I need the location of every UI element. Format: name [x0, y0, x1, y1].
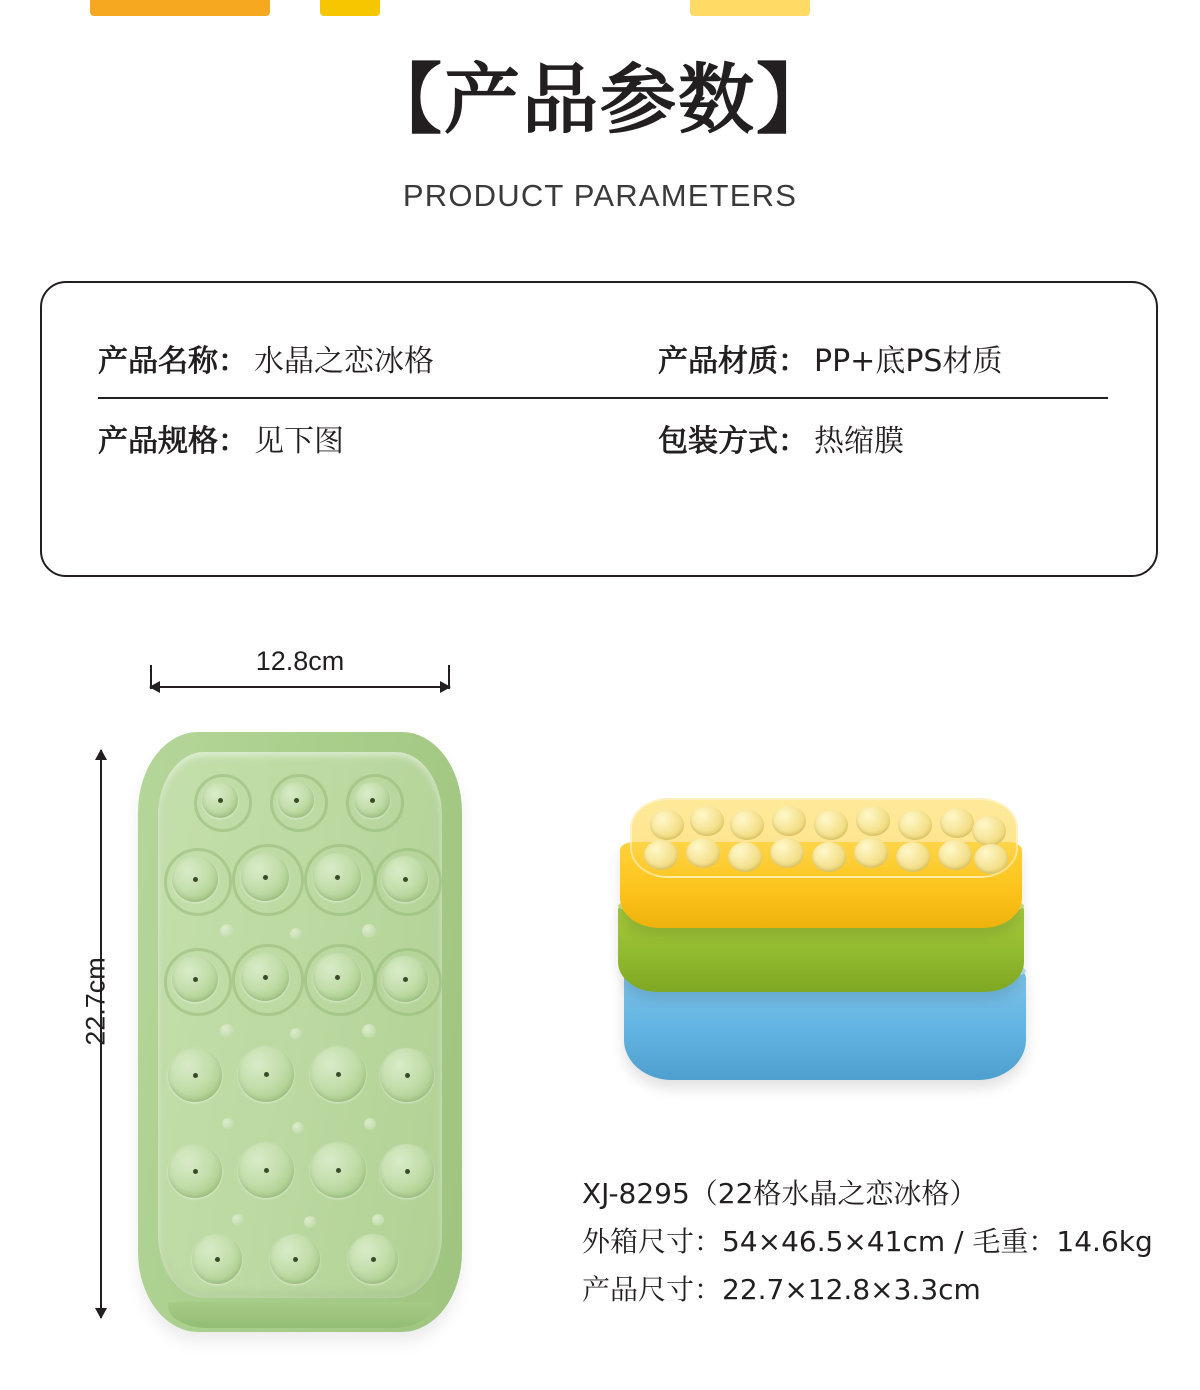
tray-dot: [292, 1122, 304, 1134]
ice-ball: [898, 810, 932, 840]
ice-tray-base-lip: [168, 1302, 432, 1328]
tray-dot: [232, 1214, 244, 1226]
ice-ball: [650, 810, 684, 840]
ice-ball: [814, 810, 848, 840]
parameter-cell-packaging: [658, 416, 1108, 460]
width-tick-left: [150, 665, 152, 689]
tray-cell: [241, 953, 289, 1001]
dimension-diagram: [60, 640, 530, 1340]
parameters-grid: [98, 319, 1108, 477]
ice-ball: [812, 842, 846, 872]
ice-ball: [896, 842, 930, 872]
tray-dot: [220, 924, 234, 938]
product-parameters-panel: [40, 281, 1158, 577]
parameter-label: 包装方式：: [658, 424, 808, 459]
ice-ball: [728, 842, 762, 872]
tray-cell: [172, 856, 218, 902]
height-dimension-label: 22.7cm: [80, 957, 111, 1046]
spec-carton-size: 外箱尺寸：54×46.5×41cm / 毛重：14.6kg: [582, 1225, 1153, 1258]
parameter-value: 热缩膜: [814, 424, 904, 459]
tray-cell: [238, 1142, 294, 1198]
tray-cell: [380, 1048, 434, 1102]
tray-dot: [362, 924, 376, 938]
tray-cell: [270, 1234, 320, 1284]
tray-dot: [304, 1216, 316, 1228]
tray-cell: [380, 1144, 434, 1198]
tray-dot: [290, 1028, 302, 1040]
tray-dot: [364, 1118, 376, 1130]
tray-cell: [382, 956, 428, 1002]
ice-ball: [856, 806, 890, 836]
ice-ball: [974, 844, 1008, 874]
deco-bar-orange: [90, 0, 270, 16]
tray-dot: [362, 1024, 376, 1038]
ice-ball: [772, 806, 806, 836]
ice-ball: [690, 806, 724, 836]
ice-ball: [686, 838, 720, 868]
top-decoration: [0, 0, 1200, 16]
ice-ball: [730, 810, 764, 840]
tray-cell: [168, 1144, 222, 1198]
ice-ball: [854, 838, 888, 868]
tray-cell: [192, 1234, 242, 1284]
tray-cell: [348, 1234, 398, 1284]
parameter-row: [98, 399, 1108, 477]
parameter-label: 产品规格：: [98, 424, 248, 459]
parameter-value: 水晶之恋冰格: [254, 344, 434, 379]
deco-bar-light-yellow: [690, 0, 810, 16]
specification-text-block: [582, 1170, 1182, 1314]
tray-cell: [310, 1046, 366, 1102]
tray-dot: [372, 1214, 384, 1226]
tray-dot: [220, 1024, 234, 1038]
ice-ball: [938, 840, 972, 870]
tray-cell: [354, 782, 390, 818]
parameter-cell-spec: [98, 416, 658, 460]
tray-cell: [241, 853, 289, 901]
width-tick-right: [448, 665, 450, 689]
parameter-cell-material: [658, 336, 1108, 380]
parameter-label: 产品材质：: [658, 344, 808, 379]
parameter-label: 产品名称：: [98, 344, 248, 379]
spec-model: XJ-8295（22格水晶之恋冰格）: [582, 1177, 978, 1210]
deco-bar-yellow: [320, 0, 380, 16]
tray-cell: [310, 1142, 366, 1198]
ice-ball: [770, 838, 804, 868]
spec-product-size: 产品尺寸：22.7×12.8×3.3cm: [582, 1273, 981, 1306]
width-dimension-label: 12.8cm: [255, 646, 345, 676]
page-title-cn: 【产品参数】: [366, 55, 834, 144]
parameter-value: 见下图: [254, 424, 344, 459]
width-dimension-arrow: [150, 686, 450, 688]
parameter-value: PP+底PS材质: [814, 344, 1003, 379]
tray-cell: [382, 856, 428, 902]
parameter-row: [98, 319, 1108, 399]
tray-cell: [202, 782, 238, 818]
ice-ball: [644, 840, 678, 870]
tray-cell: [313, 953, 361, 1001]
tray-cell: [278, 782, 314, 818]
ice-ball: [940, 808, 974, 838]
parameter-cell-name: [98, 336, 658, 380]
tray-yellow-lid: [630, 798, 1018, 878]
ice-tray-inner: [158, 752, 442, 1298]
tray-cell: [172, 956, 218, 1002]
ice-tray-illustration: [138, 732, 462, 1332]
stacked-trays-illustration: [596, 790, 1046, 1100]
page-title-en: PRODUCT PARAMETERS: [402, 178, 798, 213]
tray-dot: [222, 1118, 234, 1130]
ice-ball: [972, 816, 1006, 846]
tray-dot: [290, 928, 302, 940]
tray-cell: [168, 1048, 222, 1102]
tray-cell: [313, 853, 361, 901]
tray-cell: [238, 1046, 294, 1102]
